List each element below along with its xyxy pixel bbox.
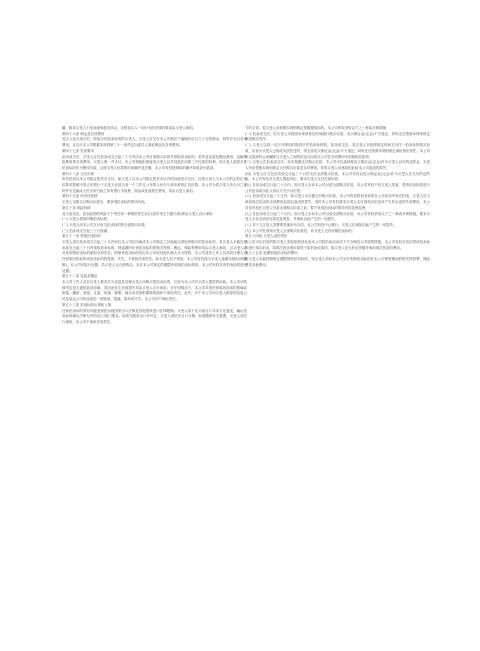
paragraph: 如买受人未能按照规定期限领取拍卖标的，则买受人须向本公司支付所购拍卖标的在本公司保管期间的相关保管费、保险费及其他费用。 (245, 257, 430, 267)
paragraph: 本公司可以对违约的买受人采取拒绝其参加本公司的拍卖活动或不予办理竞买手续等措施，本公司有权在其后将该拍卖标的进行再次拍卖，如再次拍卖的价款低于原拍卖价款的，原买受人应当补足差额并承担再次拍卖的费用。 (245, 240, 430, 250)
list-item: (二) 买受人以同一竞买号牌同时购得多件拍卖标的的，拍卖成交后，若买受人未按照规定时间支付任一拍卖标的购买价款，应视为买受人已构成实质性违约，则全部竞买保证金(定金)不予退还，同时还应按照本规则规定承担相应责任。本公司可以选择终止或解除与买受人之间的拍卖合同或本公司在各项费用中扣除相应款项； (245, 143, 430, 159)
list-item: (六) 拍卖成交日起三十日内，如买受人未全额支付购买价款，本公司有权将拍卖标的在公开拍卖中再次拍卖，买受人应当承担再次拍卖的全部费用及因此造成的损失，同时本公司有权要求买受人支付因再次拍卖所产生的全部损失和费用，本公司亦有权在买受人付清全部购买价款之前，暂不发放拍卖标的的所有权及保存费； (245, 194, 430, 210)
list-item: (三) 买受人在拍卖成交后，如未按期支付购买价款，本公司可以选择将竞买保证金(定金)作为买受人应付的违约金，买受人仍应按照本规则规定支付购买价款及各项费用，同时买受人应承担因此给本公司造成的损失； (245, 160, 430, 170)
section-heading: 第四十九条 所有权转移 (62, 194, 98, 199)
section-heading: 第五十二条 包装及搬运 (62, 274, 98, 279)
list-item: (二) 买受人向本公司支付有关拍卖标的的全部购买价款； (62, 222, 149, 227)
paragraph: 竞买人竞买成功后，即成为该拍卖标的的买受人。买受人应支付本公司相应于落槌价百分之十五的佣金，同时应支付各项费用。且以可本公司根据本规则第二十一条约定向委托人收取佣金及各项费用。 (62, 137, 247, 148)
section-heading: 第五十一条 领取拍卖标的 (62, 234, 101, 239)
list-item: (四) 买受人应当在拍卖成交日起三十日内支付全部购买价款，本公司有权以竞买保证金(定金)作为买受人应支付的违约金，本公司有权对买受人提起诉讼，要求买受人支付全部价款； (245, 171, 430, 182)
section-heading: 第五十三条 拍卖标的出境和入境 (62, 302, 112, 307)
paragraph: 买受人须在拍卖成交日起三十日内前往本公司住所地或本公司指定之其他地点领取所购买的拍卖标的。若买受人未能在拍卖成交日起三十日内领取拍卖标的，则逾期所付该拍卖标的的相关保管、搬运、保险等费用均由买受人承担，且买受人应对其所购拍卖标的承担全部责任。即使该拍卖标的仍由本公司或其他代理人代为保管，本公司及其工作人员或其代理人对任何原因所致的该拍卖标的的毁损、灭失，不承担任何责任。如买受人仍不领取，本公司有权视为买受人逾期未领取(即撤销)，本公司可进行处置。若买受人无合理的由，未在本公司规定的期限内领取拍卖标的的，本公司有权对该拍卖标的进行处置。 (62, 240, 247, 273)
list-item: (八) 对于与买受人签署的其他所有合同，本公司有权中止履行，买受人应承担由此产生的一切损失。 (245, 222, 397, 227)
section-heading: 第五十条 风险转移 (62, 205, 91, 210)
list-item: (七) 在拍卖成交日起三十日内，如买受人未向本公司付清全部购买价款，本公司有权采取以下之一种或多种措施，要求买受人支付全部应付款项及利息，并承担由此产生的一切损失。 (245, 211, 430, 222)
section-heading: 第四十七条 付款要求 (62, 148, 95, 153)
paragraph: 力的义务。若买受人未按照本规则规定按期提取标的，本公司有权采取以下之一种或多种措施： (245, 126, 390, 130)
section-heading: 第四十六条 佣金及各项费用 (62, 131, 105, 136)
paragraph: 藏，除非买受人于拍卖现场提出异议，否则竞买人一切行为的法律后果均由买受人承担。 (62, 126, 197, 130)
section-heading: 第五十五条 延期领取拍卖标的费用 (245, 251, 298, 256)
section-heading: 第五十四条 买受人违约责任 (245, 234, 288, 239)
section-heading: 第四十八条 支付币种 (62, 171, 95, 176)
list-item: (一) 拍卖成交后，若买受人未按照本规则规定时间履行购买价款，竞买保证金(定金)不予退还，同时还应按照本规则规定承担相应责任； (245, 131, 430, 142)
paragraph: 本公司工作人员应买受人要求代为包装及处理买受人所购买的拍卖标的，仅视为本公司对买受人提供的协助。本公司可酌情决定是否提供此项协助。若因此发生任何损失均由买受人自行承担，在任何情况下，本公司对因任何原因造成的玻璃或框架、囊匣、底座、支架、装裱、插册、轴头或类似附属物的损坏不承担责任。此外，对于本公司向买受人推荐的包装公司及装运公司所造成的一切错误、遗漏、损坏或灭失，本公司亦不承担责任。 (62, 279, 247, 302)
list-item: (九) 本公司在收到买受人全部购买价款后，向买受人交付所购拍卖标的； (245, 228, 356, 233)
right-text-column (245, 126, 430, 556)
list-item: (一) 买受人领取所购拍卖标的； (62, 217, 111, 222)
list-item: (三) 拍卖成交日起三十日届满。 (62, 228, 111, 233)
left-text-column (62, 126, 247, 556)
paragraph: 所有拍卖以本公司指定的货币支付。如买受人以本公司指定的货币以外的其他货币支付，应按买受人与本公司约定的汇价折算或按照中国人民银行于买受人付款日前一个工作日公布的人民币与该币种的汇价折算。本公司为将买受人所支付之该种外币兑换成人民币所引致之所有银行手续费、佣金或其他相关费用，均由买受人承担。 (62, 177, 247, 193)
paragraph: 买受人全数支付购买价款后，即获得拍卖标的的所有权。 (62, 200, 148, 205)
paragraph: 任何拍卖标的须有可能受到拍卖地国家出口法律及其他国家进口法律限制。买受人须于竞买前自行寻求专业意见，确认拍卖标的满足法律允许的出口/进口要求。如须交税或出口许可证，买受人须依法自行办理。如须缴纳有关税费，买受人须自行承担，本公司不承担任何责任。 (62, 308, 247, 324)
paragraph: 拍卖成交后，买受人应自拍卖成交日起三十日内向本公司付清购买价款并领取拍卖标的。若涉及包装及搬运费用、运输保险费用等各项费用，买受人需一并支付。本公司保留拒绝接受买受人以外其他任何第三方付款的权利。如买受人需将多件拍卖标的作为整体付款，且按买受人付款的时间顺序及总额，本公司有权按照标的顺序冲抵应付款项。 (62, 154, 247, 170)
paragraph: 竞买成功后，拍卖标的的风险于下列任何一种情形发生后(以较早发生日期为准)即由买受人自行承担： (62, 211, 216, 216)
list-item: (五) 在拍卖成交日起三十日内，如买受人未向本公司付清全部购买价款，本公司有权不经买受人同意，将该拍卖标的进行公开拍卖或以私人协议方式予以出售； (245, 183, 430, 193)
